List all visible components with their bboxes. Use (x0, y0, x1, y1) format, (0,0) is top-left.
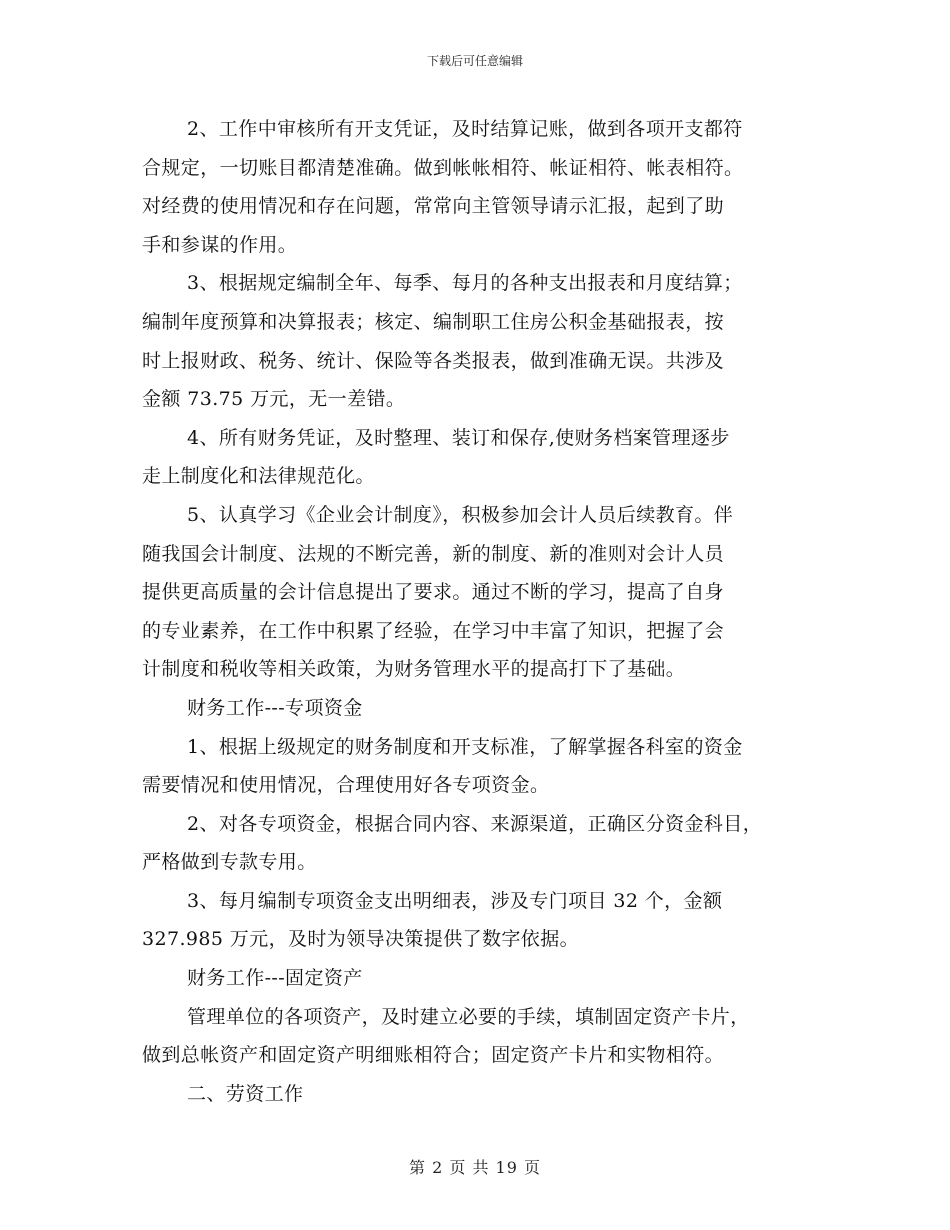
page-footer: 第 2 页 共 19 页 (409, 1158, 541, 1177)
text-line: 编制年度预算和决算报表；核定、编制职工住房公积金基础报表，按 (142, 310, 725, 333)
text-line: 提供更高质量的会计信息提出了要求。通过不断的学习，提高了自身 (142, 581, 725, 604)
text-line: 对经费的使用情况和存在问题，常常向主管领导请示汇报，起到了助 (142, 195, 725, 218)
text-line: 金额 73.75 万元，无一差错。 (142, 388, 406, 411)
text-line: 管理单位的各项资产，及时建立必要的手续，填制固定资产卡片， (187, 1005, 750, 1028)
text-line: 时上报财政、税务、统计、保险等各类报表，做到准确无误。共涉及 (142, 349, 725, 372)
text-line: 3、每月编制专项资金支出明细表，涉及专门项目 32 个，金额 (187, 889, 723, 912)
text-line: 走上制度化和法律规范化。 (142, 465, 375, 488)
text-line: 财务工作---专项资金 (187, 696, 363, 719)
text-line: 严格做到专款专用。 (142, 851, 317, 874)
text-line: 3、根据规定编制全年、每季、每月的各种支出报表和月度结算； (187, 272, 743, 295)
text-line: 二、劳资工作 (187, 1082, 304, 1105)
text-line: 合规定，一切账目都清楚准确。做到帐帐相符、帐证相符、帐表相符。 (142, 156, 744, 179)
text-line: 1、根据上级规定的财务制度和开支标准，了解掌握各科室的资金 (187, 735, 743, 758)
document-body (142, 110, 812, 1113)
text-line: 327.985 万元，及时为领导决策提供了数字依据。 (142, 928, 580, 951)
text-line: 手和参谋的作用。 (142, 233, 298, 256)
text-line: 计制度和税收等相关政策，为财务管理水平的提高打下了基础。 (142, 658, 686, 681)
text-line: 需要情况和使用情况，合理使用好各专项资金。 (142, 774, 550, 797)
text-line: 做到总帐资产和固定资产明细账相符合；固定资产卡片和实物相符。 (142, 1044, 725, 1067)
text-line: 财务工作---固定资产 (187, 967, 363, 990)
text-line: 4、所有财务凭证，及时整理、装订和保存,使财务档案管理逐步 (187, 426, 730, 449)
text-line: 2、工作中审核所有开支凭证，及时结算记账，做到各项开支都符 (187, 118, 743, 140)
text-line: 随我国会计制度、法规的不断完善，新的制度、新的准则对会计人员 (142, 542, 725, 565)
text-line: 5、认真学习《企业会计制度》，积极参加会计人员后续教育。伴 (187, 503, 734, 526)
page-header: 下载后可任意编辑 (426, 54, 523, 68)
text-line: 的专业素养，在工作中积累了经验，在学习中丰富了知识，把握了会 (142, 619, 725, 642)
text-line: 2、对各专项资金，根据合同内容、来源渠道，正确区分资金科目， (187, 812, 763, 835)
